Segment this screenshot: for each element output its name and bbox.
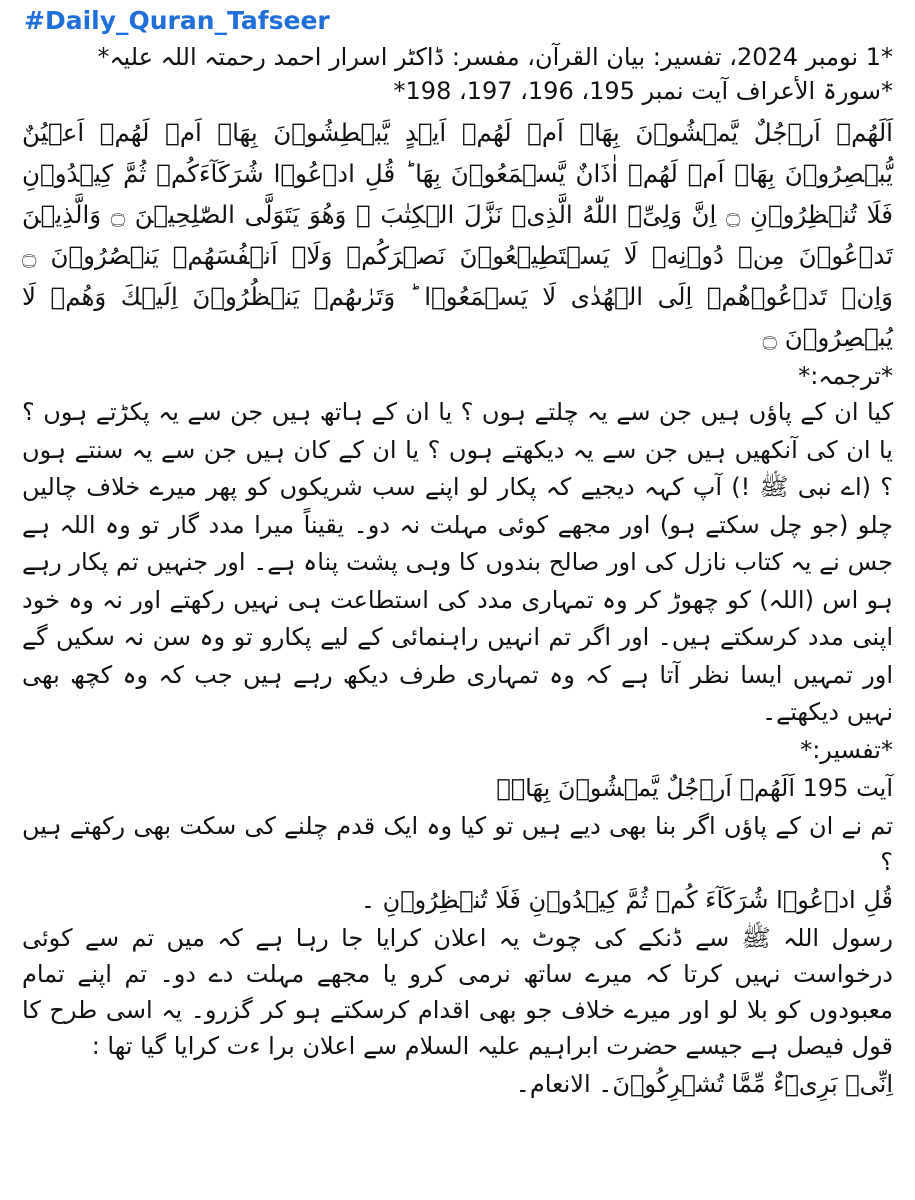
tafseer-last-line: اِنِّىۡ بَرِىۡٓءٌ مِّمَّا تُشۡرِكُوۡنَ۔ الانعام۔ (515, 1069, 893, 1098)
arabic-ayah-text: اَلَهُمۡ اَرۡجُلٌ يَّمۡشُوۡنَ بِهَاۤ اَمۡ لَهُمۡ اَيۡدٍ يَّبۡطِشُوۡنَ بِهَاۤ اَمۡ لَهُمۡ اَعۡيُنٌ يُّبۡصِرُوۡنَ بِهَاۤ اَمۡ لَهُمۡ اٰذَانٌ يَّسۡمَعُوۡنَ بِهَا ؕ قُلِ ادۡعُوۡا شُرَكَآءَكُمۡ ثُمَّ كِيۡدُوۡنِ فَلَا تُنۡظِرُوۡنِ ۝ اِنَّ وَلِىِّۦَ اللّٰهُ الَّذِىۡ نَزَّلَ الۡكِتٰبَ ۖ وَهُوَ يَتَوَلَّى الصّٰلِحِيۡنَ ۝ وَالَّذِيۡنَ تَدۡعُوۡنَ مِنۡ دُوۡنِهٖ لَا يَسۡتَطِيۡعُوۡنَ نَصۡرَكُمۡ وَلَاۤ اَنۡفُسَهُمۡ يَنۡصُرُوۡنَ ۝ وَاِنۡ تَدۡعُوۡهُمۡ اِلَى الۡهُدٰى لَا يَسۡمَعُوۡا ؕ وَتَرٰٮهُمۡ يَنۡظُرُوۡنَ اِلَيۡكَ وَهُمۡ لَا يُبۡصِرُوۡنَ ۝ (22, 118, 893, 352)
date-and-source-line: *1 نومبر 2024، تفسیر: بیان القرآن، مفسر: ڈاکٹر اسرار احمد رحمتہ اللہ علیہ* (97, 43, 893, 71)
tafseer-quote-line: قُلِ ادۡعُوۡا شُرَكَآءَ كُمۡ ثُمَّ كِيۡدُوۡنِ فَلَا تُنۡظِرُوۡنِ ۔ (360, 885, 893, 914)
translation-body: کیا ان کے پاؤں ہیں جن سے یہ چلتے ہوں ؟ یا ان کے ہاتھ ہیں جن سے یہ پکڑتے ہوں ؟ یا ان کی آنکھیں ہیں جن سے یہ دیکھتے ہوں ؟ یا ان کے کان ہیں جن سے یہ سنتے ہوں ؟ (اے نبی ﷺ !) آپ کہہ دیجیے کہ پکار لو اپنے سب شریکوں کو پھر میرے خلاف چالیں چلو (جو چل سکتے ہو) اور مجھے کوئی مہلت نہ دو۔ یقیناً میرا مدد گار تو وہ اللہ ہے جس نے یہ کتاب نازل کی اور صالح بندوں کا وہی پشت پناہ ہے۔ اور جنہیں تم پکار رہے ہو اس (اللہ) کو چھوڑ کر وہ تمہاری مدد کی استطاعت ہی نہیں رکھتے اور نہ وہ خود اپنی مدد کرسکتے ہیں۔ اور اگر تم انہیں راہنمائی کے لیے پکارو تو وہ سن نہ سکیں گے اور تمہیں ایسا نظر آتا ہے کہ وہ تمہاری طرف دیکھ رہے ہیں جب کہ وہ کچھ بھی نہیں دیکھتے۔ (22, 398, 893, 726)
translation-heading: *ترجمہ:* (798, 362, 893, 390)
surah-ayah-line: *سورۃ الأعراف آیت نمبر 195، 196، 197، 198* (393, 77, 893, 105)
tafseer-heading: *تفسیر:* (800, 735, 893, 764)
tafseer-paragraph-2: رسول اللہ ﷺ سے ڈنکے کی چوٹ یہ اعلان کرایا جا رہا ہے کہ میں تم سے کوئی درخواست نہیں کرتا کہ میرے ساتھ نرمی کرو یا مجھے مہلت دے دو۔ تم اپنے تمام معبودوں کو بلا لو اور میرے خلاف جو بھی اقدام کرسکتے ہو کر گزرو۔ یہ اسی طرح کا قول فیصل ہے جیسے حضرت ابراہیم علیہ السلام سے اعلان برا ءت کرایا گیا تھا : (22, 923, 894, 1060)
tafseer-paragraph-1: تم نے ان کے پاؤں اگر بنا بھی دیے ہیں تو کیا وہ ایک قدم چلنے کی سکت بھی رکھتے ہیں ؟ (22, 811, 893, 876)
tafseer-ayah-195-line: آیت 195 اَلَهُمۡ اَرۡجُلٌ يَّمۡشُوۡنَ بِهَاۤ۔ (496, 773, 893, 802)
hashtag-link[interactable]: #Daily_Quran_Tafseer (24, 6, 330, 35)
